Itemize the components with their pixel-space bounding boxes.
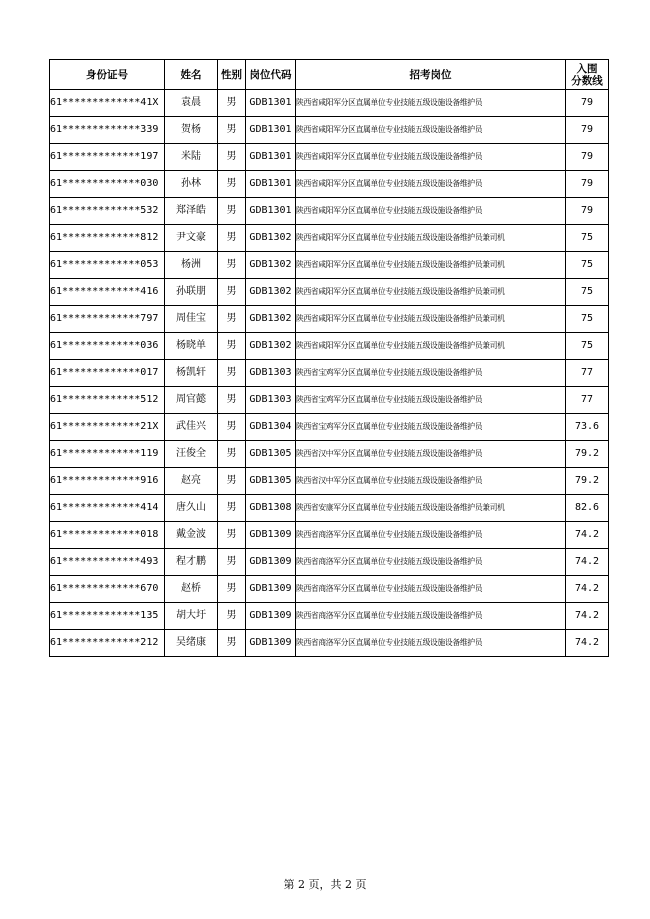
cell-name: 郑泽皓: [165, 198, 218, 225]
cell-score: 75: [566, 252, 609, 279]
cell-position: 陕西省宝鸡军分区直属单位专业技能五级设施设备维护员: [296, 414, 566, 441]
cell-position: 陕西省咸阳军分区直属单位专业技能五级设施设备维护员: [296, 171, 566, 198]
cell-name: 赵桥: [165, 576, 218, 603]
cell-id: 61*************416: [50, 279, 165, 306]
cell-name: 唐久山: [165, 495, 218, 522]
cell-name: 武佳兴: [165, 414, 218, 441]
table-body: [50, 90, 609, 657]
cell-position: 陕西省宝鸡军分区直属单位专业技能五级设施设备维护员: [296, 360, 566, 387]
table-row: [50, 252, 609, 279]
table-row: [50, 90, 609, 117]
header-sex: 性别: [218, 60, 246, 90]
cell-score: 79.2: [566, 441, 609, 468]
cell-position: 陕西省咸阳军分区直属单位专业技能五级设施设备维护员: [296, 90, 566, 117]
cell-name: 程才鹏: [165, 549, 218, 576]
cell-position: 陕西省咸阳军分区直属单位专业技能五级设施设备维护员兼司机: [296, 279, 566, 306]
cell-id: 61*************135: [50, 603, 165, 630]
cell-name: 杨洲: [165, 252, 218, 279]
cell-id: 61*************670: [50, 576, 165, 603]
cell-position: 陕西省商洛军分区直属单位专业技能五级设施设备维护员: [296, 549, 566, 576]
cell-position: 陕西省宝鸡军分区直属单位专业技能五级设施设备维护员: [296, 387, 566, 414]
cell-code: GDB1309: [246, 522, 296, 549]
cell-id: 61*************053: [50, 252, 165, 279]
cell-sex: 男: [218, 333, 246, 360]
cell-score: 74.2: [566, 630, 609, 657]
cell-code: GDB1302: [246, 333, 296, 360]
cell-code: GDB1301: [246, 117, 296, 144]
cell-id: 61*************197: [50, 144, 165, 171]
cell-position: 陕西省咸阳军分区直属单位专业技能五级设施设备维护员兼司机: [296, 306, 566, 333]
cell-score: 79.2: [566, 468, 609, 495]
header-row: [50, 60, 609, 90]
cell-code: GDB1302: [246, 225, 296, 252]
cell-sex: 男: [218, 225, 246, 252]
header-score-line1: 入围: [576, 62, 598, 75]
cell-score: 77: [566, 360, 609, 387]
cell-sex: 男: [218, 414, 246, 441]
cell-score: 74.2: [566, 522, 609, 549]
table-row: [50, 279, 609, 306]
cell-code: GDB1302: [246, 306, 296, 333]
cell-position: 陕西省商洛军分区直属单位专业技能五级设施设备维护员: [296, 576, 566, 603]
cell-score: 74.2: [566, 603, 609, 630]
cell-score: 79: [566, 171, 609, 198]
cell-score: 75: [566, 279, 609, 306]
cell-id: 61*************339: [50, 117, 165, 144]
header-name: 姓名: [165, 60, 218, 90]
cell-name: 米陆: [165, 144, 218, 171]
cell-sex: 男: [218, 360, 246, 387]
cell-score: 77: [566, 387, 609, 414]
table-row: [50, 495, 609, 522]
table-row: [50, 306, 609, 333]
header-score-line2: 分数线: [571, 74, 603, 87]
cell-code: GDB1303: [246, 360, 296, 387]
cell-sex: 男: [218, 549, 246, 576]
table-row: [50, 441, 609, 468]
cell-score: 82.6: [566, 495, 609, 522]
cell-code: GDB1301: [246, 144, 296, 171]
header-code: 岗位代码: [246, 60, 296, 90]
cell-id: 61*************030: [50, 171, 165, 198]
cell-code: GDB1309: [246, 576, 296, 603]
cell-sex: 男: [218, 279, 246, 306]
cell-sex: 男: [218, 495, 246, 522]
cell-sex: 男: [218, 603, 246, 630]
cell-name: 赵亮: [165, 468, 218, 495]
cell-code: GDB1309: [246, 603, 296, 630]
cell-position: 陕西省安康军分区直属单位专业技能五级设施设备维护员兼司机: [296, 495, 566, 522]
cell-name: 杨凯轩: [165, 360, 218, 387]
cell-position: 陕西省商洛军分区直属单位专业技能五级设施设备维护员: [296, 603, 566, 630]
cell-score: 75: [566, 225, 609, 252]
cell-sex: 男: [218, 144, 246, 171]
table-row: [50, 333, 609, 360]
cell-score: 73.6: [566, 414, 609, 441]
cell-name: 戴金波: [165, 522, 218, 549]
cell-sex: 男: [218, 441, 246, 468]
cell-score: 79: [566, 198, 609, 225]
cell-position: 陕西省咸阳军分区直属单位专业技能五级设施设备维护员: [296, 198, 566, 225]
cell-name: 汪俊全: [165, 441, 218, 468]
cell-position: 陕西省咸阳军分区直属单位专业技能五级设施设备维护员: [296, 117, 566, 144]
cell-name: 贺杨: [165, 117, 218, 144]
cell-sex: 男: [218, 387, 246, 414]
cell-score: 74.2: [566, 549, 609, 576]
cell-code: GDB1309: [246, 630, 296, 657]
cell-id: 61*************493: [50, 549, 165, 576]
cell-name: 袁晨: [165, 90, 218, 117]
cell-name: 杨晓单: [165, 333, 218, 360]
cell-position: 陕西省咸阳军分区直属单位专业技能五级设施设备维护员兼司机: [296, 225, 566, 252]
cell-id: 61*************812: [50, 225, 165, 252]
cell-sex: 男: [218, 171, 246, 198]
table-row: [50, 117, 609, 144]
cell-id: 61*************018: [50, 522, 165, 549]
cell-id: 61*************512: [50, 387, 165, 414]
cell-position: 陕西省咸阳军分区直属单位专业技能五级设施设备维护员兼司机: [296, 252, 566, 279]
cell-id: 61*************797: [50, 306, 165, 333]
table-row: [50, 522, 609, 549]
table-row: [50, 144, 609, 171]
cell-name: 周佳宝: [165, 306, 218, 333]
cell-id: 61*************41X: [50, 90, 165, 117]
cell-sex: 男: [218, 198, 246, 225]
header-score: [566, 60, 609, 90]
candidate-table: [49, 59, 609, 657]
cell-code: GDB1301: [246, 90, 296, 117]
cell-score: 79: [566, 117, 609, 144]
cell-position: 陕西省商洛军分区直属单位专业技能五级设施设备维护员: [296, 522, 566, 549]
cell-position: 陕西省商洛军分区直属单位专业技能五级设施设备维护员: [296, 630, 566, 657]
table-row: [50, 225, 609, 252]
cell-id: 61*************212: [50, 630, 165, 657]
cell-name: 孙林: [165, 171, 218, 198]
cell-score: 75: [566, 333, 609, 360]
cell-name: 尹文豪: [165, 225, 218, 252]
header-position: 招考岗位: [296, 60, 566, 90]
cell-code: GDB1308: [246, 495, 296, 522]
cell-id: 61*************119: [50, 441, 165, 468]
cell-code: GDB1305: [246, 441, 296, 468]
table-row: [50, 630, 609, 657]
cell-sex: 男: [218, 90, 246, 117]
cell-id: 61*************532: [50, 198, 165, 225]
cell-id: 61*************036: [50, 333, 165, 360]
cell-sex: 男: [218, 522, 246, 549]
cell-name: 孙联朋: [165, 279, 218, 306]
header-id: 身份证号: [50, 60, 165, 90]
cell-name: 吴绪康: [165, 630, 218, 657]
cell-code: GDB1309: [246, 549, 296, 576]
table-row: [50, 387, 609, 414]
cell-score: 79: [566, 90, 609, 117]
cell-name: 胡大圩: [165, 603, 218, 630]
table-row: [50, 198, 609, 225]
cell-position: 陕西省咸阳军分区直属单位专业技能五级设施设备维护员: [296, 144, 566, 171]
table-row: [50, 603, 609, 630]
cell-id: 61*************21X: [50, 414, 165, 441]
cell-position: 陕西省咸阳军分区直属单位专业技能五级设施设备维护员兼司机: [296, 333, 566, 360]
table-row: [50, 414, 609, 441]
cell-code: GDB1303: [246, 387, 296, 414]
cell-score: 75: [566, 306, 609, 333]
cell-name: 周官懿: [165, 387, 218, 414]
page-footer: 第 2 页，共 2 页: [283, 878, 367, 891]
cell-code: GDB1302: [246, 252, 296, 279]
table-row: [50, 360, 609, 387]
table-row: [50, 171, 609, 198]
table-row: [50, 576, 609, 603]
cell-sex: 男: [218, 630, 246, 657]
cell-position: 陕西省汉中军分区直属单位专业技能五级设施设备维护员: [296, 468, 566, 495]
cell-id: 61*************916: [50, 468, 165, 495]
table-row: [50, 468, 609, 495]
cell-sex: 男: [218, 117, 246, 144]
cell-id: 61*************017: [50, 360, 165, 387]
cell-id: 61*************414: [50, 495, 165, 522]
cell-code: GDB1301: [246, 198, 296, 225]
cell-score: 74.2: [566, 576, 609, 603]
cell-sex: 男: [218, 252, 246, 279]
cell-score: 79: [566, 144, 609, 171]
cell-sex: 男: [218, 306, 246, 333]
cell-code: GDB1301: [246, 171, 296, 198]
cell-position: 陕西省汉中军分区直属单位专业技能五级设施设备维护员: [296, 441, 566, 468]
cell-sex: 男: [218, 576, 246, 603]
cell-code: GDB1302: [246, 279, 296, 306]
table-row: [50, 549, 609, 576]
cell-code: GDB1304: [246, 414, 296, 441]
cell-sex: 男: [218, 468, 246, 495]
cell-code: GDB1305: [246, 468, 296, 495]
